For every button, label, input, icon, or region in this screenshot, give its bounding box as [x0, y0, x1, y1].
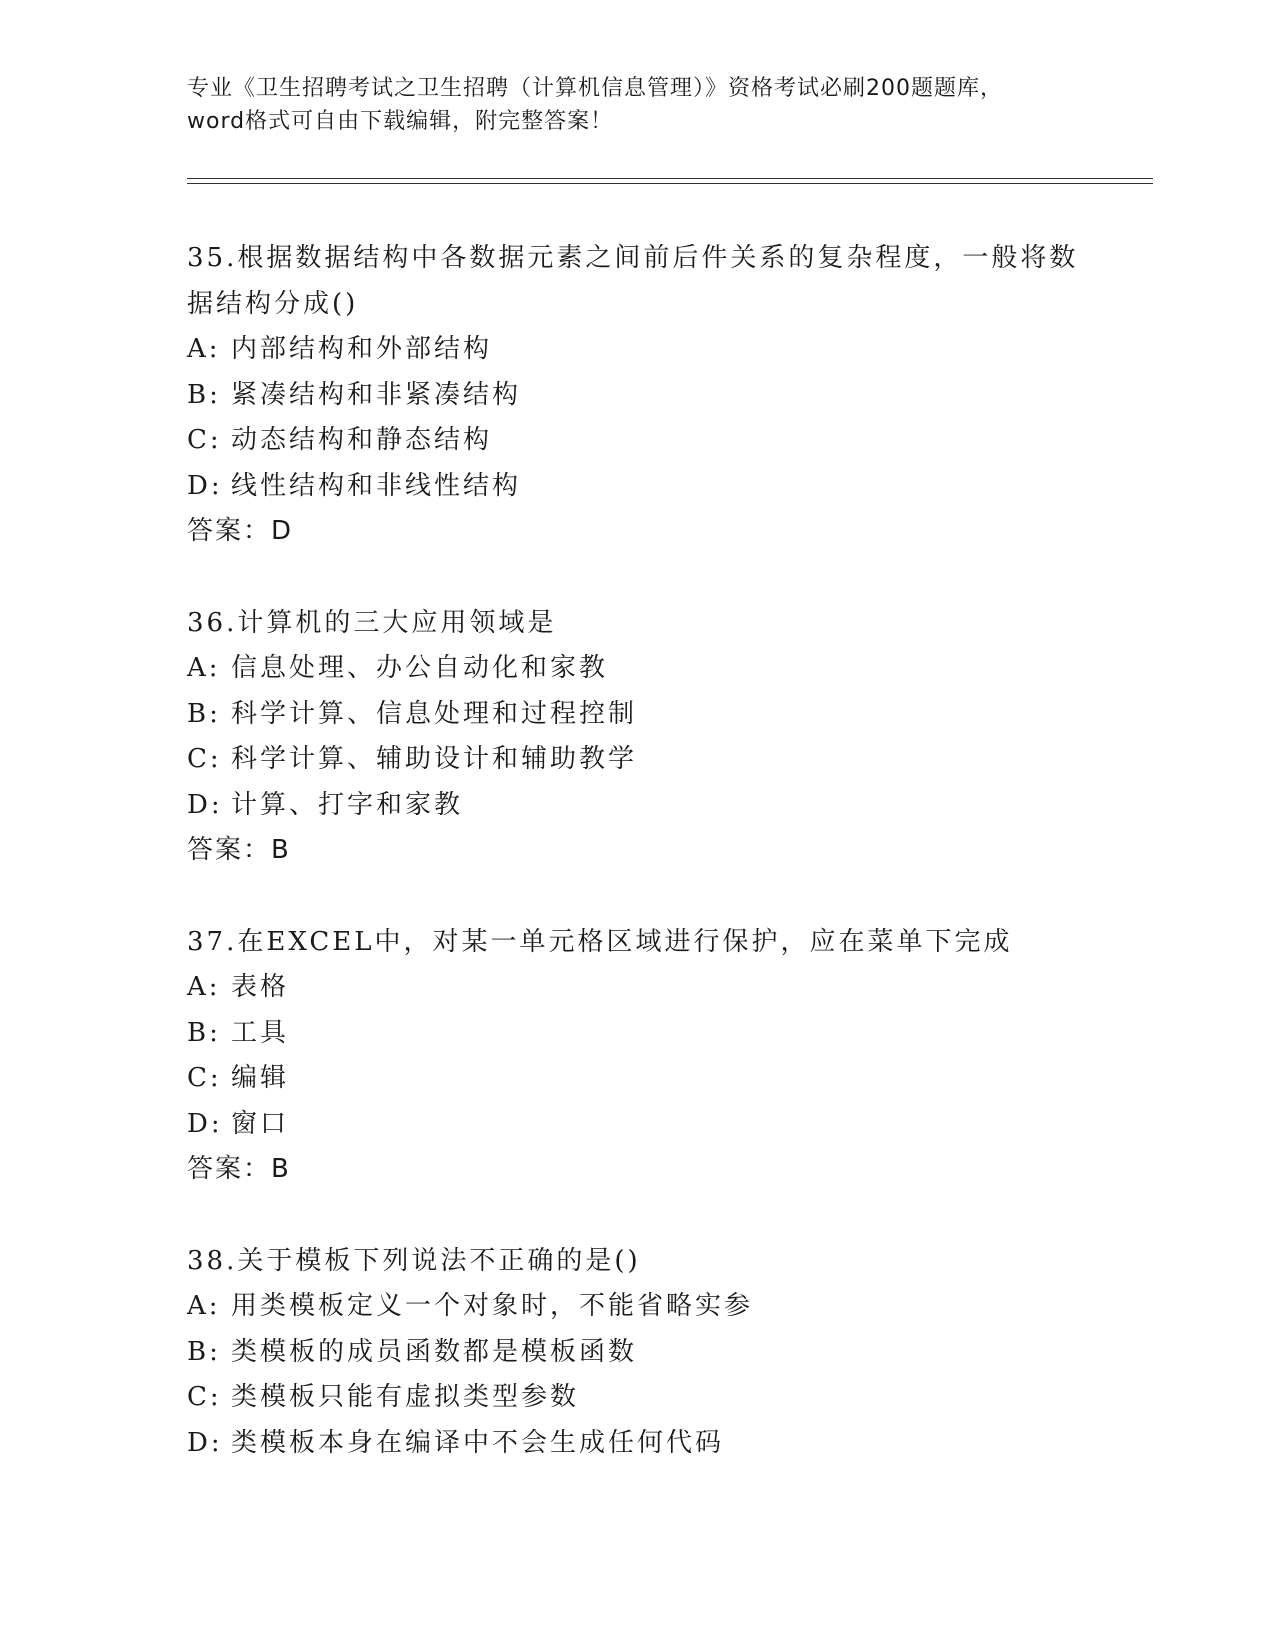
answer-label: 答案：B — [187, 1154, 291, 1184]
answer-label: 答案：D — [187, 516, 294, 546]
question-text: 36.计算机的三大应用领域是 — [187, 607, 557, 638]
option-text: 工具 — [231, 1017, 290, 1048]
option-text: 动态结构和静态结构 — [231, 425, 493, 455]
option-text: 科学计算、信息处理和过程控制 — [231, 698, 638, 729]
option-text: 计算、打字和家教 — [231, 789, 464, 820]
option-key: B: — [187, 379, 221, 410]
option-a — [187, 646, 1107, 692]
option-c — [187, 1056, 1107, 1102]
option-key: A: — [187, 653, 221, 683]
option-key: A: — [187, 972, 221, 1002]
header-line-2: word格式可自由下载编辑，附完整答案！ — [187, 109, 614, 134]
option-text: 类模板的成员函数都是模板函数 — [231, 1336, 638, 1367]
option-text: 科学计算、辅助设计和辅助教学 — [231, 744, 638, 774]
question-35 — [187, 236, 1107, 555]
option-text: 窗口 — [231, 1108, 290, 1139]
question-text: 37.在EXCEL中，对某一单元格区域进行保护，应在菜单下完成 — [187, 926, 1013, 957]
option-key: D: — [187, 1108, 223, 1139]
option-key: B: — [187, 698, 221, 729]
option-key: A: — [187, 1291, 221, 1321]
option-key: D: — [187, 1427, 223, 1458]
question-37 — [187, 920, 1107, 1193]
answer-label: 答案：B — [187, 835, 291, 865]
option-c — [187, 1375, 1107, 1421]
option-d — [187, 464, 1107, 510]
option-a — [187, 1284, 1107, 1330]
option-text: 编辑 — [231, 1063, 290, 1093]
header-divider-bottom — [187, 183, 1153, 184]
option-text: 信息处理、办公自动化和家教 — [231, 653, 609, 683]
question-text: 35.根据数据结构中各数据元素之间前后件关系的复杂程度，一般将数据结构分成() — [187, 243, 1079, 319]
header-line-1: 专业《卫生招聘考试之卫生招聘（计算机信息管理）》资格考试必刷200题题库， — [187, 76, 1003, 101]
option-c — [187, 418, 1107, 464]
question-38 — [187, 1239, 1107, 1467]
option-b — [187, 1011, 1107, 1057]
header-divider-top — [187, 178, 1153, 179]
option-key: D: — [187, 470, 223, 501]
option-b — [187, 692, 1107, 738]
question-text: 38.关于模板下列说法不正确的是() — [187, 1245, 641, 1276]
option-a — [187, 327, 1107, 373]
option-key: D: — [187, 789, 223, 820]
question-list — [187, 236, 1107, 1512]
option-key: C: — [187, 1063, 222, 1093]
option-text: 类模板只能有虚拟类型参数 — [231, 1382, 580, 1412]
option-c — [187, 737, 1107, 783]
question-36 — [187, 601, 1107, 874]
option-d — [187, 1102, 1107, 1148]
option-d — [187, 783, 1107, 829]
option-text: 紧凑结构和非紧凑结构 — [231, 379, 522, 410]
option-key: C: — [187, 744, 222, 774]
document-header — [187, 72, 1087, 138]
option-key: C: — [187, 425, 222, 455]
option-key: B: — [187, 1017, 221, 1048]
option-key: B: — [187, 1336, 221, 1367]
option-text: 内部结构和外部结构 — [231, 334, 493, 364]
option-a — [187, 965, 1107, 1011]
option-text: 线性结构和非线性结构 — [231, 470, 522, 501]
option-text: 表格 — [231, 972, 290, 1002]
option-b — [187, 373, 1107, 419]
option-text: 用类模板定义一个对象时，不能省略实参 — [231, 1291, 754, 1321]
option-b — [187, 1330, 1107, 1376]
option-key: A: — [187, 334, 221, 364]
option-text: 类模板本身在编译中不会生成任何代码 — [231, 1427, 725, 1458]
option-key: C: — [187, 1382, 222, 1412]
option-d — [187, 1421, 1107, 1467]
